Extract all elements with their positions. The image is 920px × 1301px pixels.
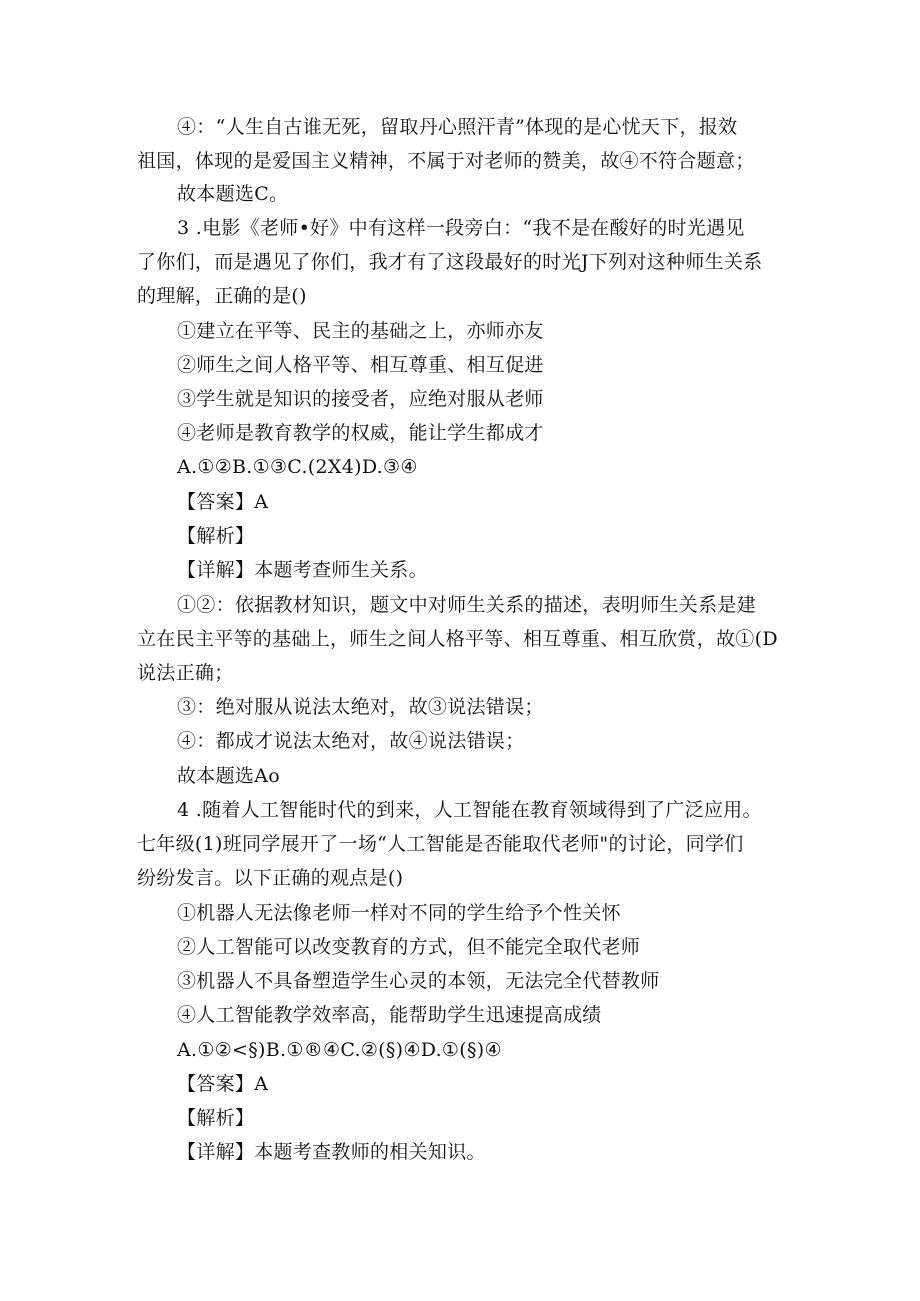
text-line: 纷纷发言。以下正确的观点是() (137, 867, 404, 889)
option-line: ②人工智能可以改变教育的方式，但不能完全取代老师 (177, 936, 641, 958)
option-line: ③机器人不具备塑造学生心灵的本领，无法完全代替教师 (177, 970, 660, 992)
option-line: ①机器人无法像老师一样对不同的学生给予个性关怀 (177, 902, 621, 924)
text-line: ③：绝对服从说法太绝对，故③说法错误； (177, 696, 544, 718)
question-3-stem: 3 .电影《老师•好》中有这样一段旁白：“我不是在酸好的时光遇见 (177, 217, 745, 239)
detail-label: 【详解】本题考查教师的相关知识。 (177, 1141, 486, 1163)
text-line: 说法正确； (137, 662, 234, 684)
option-line: ②师生之间人格平等、相互尊重、相互促进 (177, 354, 544, 376)
answer-choices: A.①②<§)B.①®④C.②(§)④D.①(§)④ (177, 1039, 502, 1061)
answer-choices: A.①②B.①③C.(2X4)D.③④ (177, 456, 418, 478)
option-line: ①建立在平等、民主的基础之上，亦师亦友 (177, 320, 544, 342)
text-line: ①②：依据教材知识，题文中对师生关系的描述，表明师生关系是建 (177, 594, 757, 616)
option-line: ③学生就是知识的接受者，应绝对服从老师 (177, 388, 544, 410)
text-line: 祖国，体现的是爱国主义精神，不属于对老师的赞美，故④不符合题意； (137, 150, 755, 172)
text-line: ④：“人生自古谁无死，留取丹心照汗青”体现的是心忧天下，报效 (177, 116, 738, 138)
text-line: ④：都成才说法太绝对，故④说法错误； (177, 730, 525, 752)
text-line: 七年级(1)班同学展开了一场“人工智能是否能取代老师"的讨论，同学们 (137, 833, 744, 855)
text-line: 立在民主平等的基础上，师生之间人格平等、相互尊重、相互欣赏，故①(D (137, 628, 778, 650)
analysis-label: 【解析】 (177, 1107, 255, 1129)
answer-label: 【答案】A (177, 1073, 269, 1095)
text-line: 故本题选Ao (177, 765, 280, 787)
answer-label: 【答案】A (177, 491, 269, 513)
text-line: 了你们，而是遇见了你们，我才有了这段最好的时光J下列对这种师生关系 (137, 251, 763, 273)
detail-label: 【详解】本题考查师生关系。 (177, 559, 428, 581)
option-line: ④人工智能教学效率高，能帮助学生迅速提高成绩 (177, 1004, 602, 1026)
text-line: 故本题选C。 (177, 183, 289, 205)
text-line: 的理解，正确的是() (137, 285, 307, 307)
option-line: ④老师是教育教学的权威，能让学生都成才 (177, 422, 544, 444)
analysis-label: 【解析】 (177, 525, 255, 547)
question-4-stem: 4 .随着人工智能时代的到来，人工智能在教育领域得到了广泛应用。 (177, 799, 762, 821)
